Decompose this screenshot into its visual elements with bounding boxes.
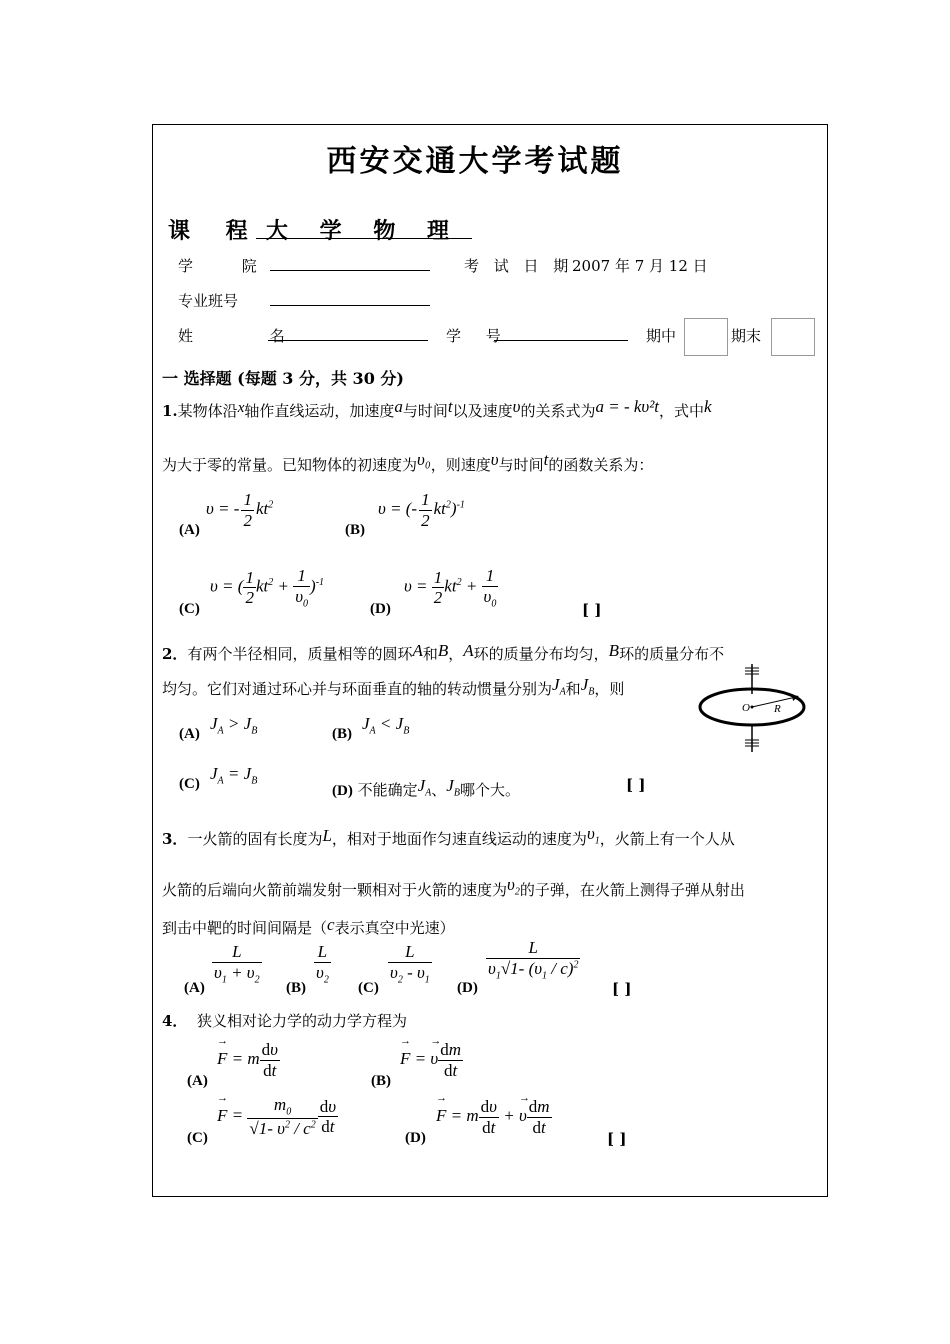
q4-number: 4． bbox=[162, 1012, 188, 1030]
final-checkbox[interactable] bbox=[771, 318, 815, 356]
q3-line2: 火箭的后端向火箭前端发射一颗相对于火箭的速度为$\upsilon_2$的子弹，在火箭上测得子弹从射出 bbox=[162, 875, 745, 899]
q1-option-b-formula: υ = (- $\frac{1}{2}$ $kt^2)^{-1}$ bbox=[378, 490, 465, 530]
q3-var: c bbox=[327, 915, 335, 934]
q1-option-a-label[interactable]: (A) bbox=[179, 522, 200, 538]
q1-var: t bbox=[543, 450, 549, 469]
q3-text: 表示真空中光速） bbox=[334, 919, 455, 937]
q2-text: 、 bbox=[431, 781, 447, 799]
q2-text: 和 bbox=[422, 645, 438, 663]
q4-option-d-label[interactable]: (D) bbox=[405, 1130, 426, 1146]
q3-text: ，相对于地面作匀速直线运动的速度为 bbox=[331, 830, 587, 848]
q4-line1 bbox=[162, 1010, 407, 1031]
q2-option-c-formula: $J_A = J_B$ bbox=[210, 764, 258, 787]
q4-option-b-formula: → F = → υ $\frac{dm}{dt}$ bbox=[400, 1040, 463, 1080]
q2-text: 和 bbox=[565, 680, 581, 698]
q2-text: ，则 bbox=[594, 680, 625, 698]
q3-option-d-label[interactable]: (D) bbox=[457, 980, 478, 996]
q3-option-c-label[interactable]: (C) bbox=[358, 980, 379, 996]
q1-option-d-label[interactable]: (D) bbox=[370, 601, 391, 617]
q1-var: a bbox=[394, 397, 403, 416]
q4-option-a-formula: → F = m $\frac{d\upsilon}{dt}$ bbox=[217, 1040, 280, 1080]
q1-text: 为大于零的常量。已知物体的初速度为 bbox=[162, 456, 418, 474]
q4-text: 狭义相对论力学的动力学方程为 bbox=[196, 1012, 407, 1030]
q3-var: L bbox=[322, 826, 332, 845]
q1-answer-bracket[interactable]: [ ] bbox=[582, 601, 602, 619]
q1-option-c-formula: υ = ( $\frac{1}{2}$ $kt^2$ + $\frac{1}{\upsilon_0}$ )$^{-1}$ bbox=[210, 566, 325, 609]
q1-option-d-formula: υ = $\frac{1}{2}$ $kt^2$ + $\frac{1}{\upsilon_0}$ bbox=[404, 566, 497, 609]
q2-text: 不能确定 bbox=[357, 781, 418, 799]
q2-option-b-label[interactable]: (B) bbox=[332, 726, 352, 742]
q1-text: 某物体沿 bbox=[177, 402, 238, 420]
q2-var: B bbox=[437, 641, 449, 660]
q1-text: ，则速度 bbox=[430, 456, 491, 474]
q3-text: ，火箭上有一个人从 bbox=[599, 830, 735, 848]
q4-option-d-formula: → F = m $\frac{d\upsilon}{dt}$ + → υ $\frac{dm}{dt}$ bbox=[436, 1097, 552, 1137]
q2-var: A bbox=[412, 641, 423, 660]
q1-option-c-label[interactable]: (C) bbox=[179, 601, 200, 617]
college-field[interactable] bbox=[270, 270, 430, 271]
q4-option-c-formula: → F = $\frac{m_0}{√1- \upsilon^2 / c^2}$ $\frac{d\upsilon}{dt}$ bbox=[217, 1095, 338, 1138]
q2-text: 环的质量分布均匀， bbox=[473, 645, 609, 663]
ring-figure bbox=[696, 662, 808, 754]
college-label: 学 院 bbox=[178, 257, 279, 275]
q1-text: 的函数关系为： bbox=[548, 456, 654, 474]
student-no-field[interactable] bbox=[494, 340, 628, 341]
q2-var: A bbox=[463, 641, 474, 660]
q4-answer-bracket[interactable]: [ ] bbox=[607, 1130, 627, 1148]
q2-var: B bbox=[608, 641, 620, 660]
section-title: 一 选择题 (每题 3 分，共 30 分) bbox=[162, 369, 404, 388]
q3-line1: 3．一火箭的固有长度为L，相对于地面作匀速直线运动的速度为$\upsilon_1$，火箭上有一个人从 bbox=[162, 824, 735, 848]
final-label: 期末 bbox=[731, 327, 762, 345]
major-label: 专业班号 bbox=[178, 292, 239, 310]
q2-line1 bbox=[162, 641, 724, 664]
q1-var: υ bbox=[512, 397, 521, 416]
q3-option-d-formula: $\frac{L}{\upsilon_1√1- (\upsilon_1 / c)^2}$ bbox=[488, 938, 579, 981]
q4-option-b-label[interactable]: (B) bbox=[371, 1073, 391, 1089]
course-underline bbox=[256, 238, 472, 239]
q4-option-c-label[interactable]: (C) bbox=[187, 1130, 208, 1146]
q2-answer-bracket[interactable]: [ ] bbox=[626, 776, 646, 794]
name-label: 姓 名 bbox=[178, 327, 321, 345]
q3-answer-bracket[interactable]: [ ] bbox=[612, 980, 632, 998]
q1-number: 1. bbox=[162, 402, 178, 420]
exam-date-label: 考 试 日 期 bbox=[464, 257, 574, 275]
q2-option-b-formula: $J_A < J_B$ bbox=[362, 714, 410, 737]
q3-text: 到击中靶的时间间隔是（ bbox=[162, 919, 328, 937]
q1-option-a-formula: υ = - $\frac{1}{2}$ $kt^2$ bbox=[206, 490, 274, 530]
student-no-label: 学 号 bbox=[446, 327, 511, 345]
q3-option-b-label[interactable]: (B) bbox=[286, 980, 306, 996]
page-title: 西安交通大学考试题 bbox=[326, 144, 624, 179]
q1-line1 bbox=[162, 397, 712, 421]
q3-option-a-formula: $\frac{L}{\upsilon_1 + \upsilon_2}$ bbox=[214, 942, 260, 985]
major-field[interactable] bbox=[270, 305, 430, 306]
q1-line2 bbox=[162, 450, 653, 475]
q3-text: 一火箭的固有长度为 bbox=[187, 830, 323, 848]
q2-text: 均匀。它们对通过环心并与环面垂直的轴的转动惯量分别为 bbox=[162, 680, 553, 698]
q3-text: 的子弹，在火箭上测得子弹从射出 bbox=[519, 881, 745, 899]
exam-date: 2007 年 7 月 12 日 bbox=[572, 257, 708, 275]
q2-line2: 均匀。它们对通过环心并与环面垂直的轴的转动惯量分别为$J_A$和$J_B$，则 bbox=[162, 675, 625, 698]
q4-option-a-label[interactable]: (A) bbox=[187, 1073, 208, 1089]
q1-text: 与时间 bbox=[498, 456, 544, 474]
q3-option-a-label[interactable]: (A) bbox=[184, 980, 205, 996]
q1-text: ，式中 bbox=[659, 402, 705, 420]
q2-option-a-label[interactable]: (A) bbox=[179, 726, 200, 742]
course-name: 大 学 物 理 bbox=[266, 218, 461, 244]
ring-center-label: O bbox=[742, 702, 750, 714]
q2-option-c-label[interactable]: (C) bbox=[179, 776, 200, 792]
q3-option-b-formula: $\frac{L}{\upsilon_2}$ bbox=[316, 942, 329, 985]
q2-text: 环的质量分布不 bbox=[619, 645, 725, 663]
name-field[interactable] bbox=[268, 340, 428, 341]
q3-number: 3． bbox=[162, 830, 188, 848]
ring-radius-label: R bbox=[774, 703, 781, 715]
q2-option-a-formula: $J_A > J_B$ bbox=[210, 714, 258, 737]
q1-var: t bbox=[447, 397, 453, 416]
q3-text: 火箭的后端向火箭前端发射一颗相对于火箭的速度为 bbox=[162, 881, 508, 899]
q1-var: υ bbox=[490, 450, 499, 469]
q1-text: 以及速度 bbox=[452, 402, 513, 420]
q3-option-c-formula: $\frac{L}{\upsilon_2 - \upsilon_1}$ bbox=[390, 942, 430, 985]
q3-line3 bbox=[162, 915, 455, 938]
q1-var: υ₀ bbox=[417, 450, 431, 469]
course-label: 课 程 bbox=[168, 218, 262, 244]
q2-text: 有两个半径相同，质量相等的圆环 bbox=[187, 645, 413, 663]
q2-text: 哪个大。 bbox=[459, 781, 520, 799]
midterm-checkbox[interactable] bbox=[684, 318, 728, 356]
q1-text: 轴作直线运动，加速度 bbox=[244, 402, 395, 420]
q2-number: 2． bbox=[162, 645, 188, 663]
midterm-label: 期中 bbox=[646, 327, 677, 345]
q1-option-b-label[interactable]: (B) bbox=[345, 522, 365, 538]
q2-text: ， bbox=[448, 645, 464, 663]
q1-var: k bbox=[704, 397, 712, 416]
q1-text: 的关系式为 bbox=[520, 402, 596, 420]
q1-formula: a = - kυ²t bbox=[595, 397, 660, 416]
q1-var: x bbox=[237, 400, 245, 416]
q2-option-d-label[interactable]: (D) bbox=[332, 783, 353, 799]
q1-text: 与时间 bbox=[402, 402, 448, 420]
q2-option-d[interactable]: (D) 不能确定$J_A$、$J_B$哪个大。 bbox=[332, 776, 520, 799]
